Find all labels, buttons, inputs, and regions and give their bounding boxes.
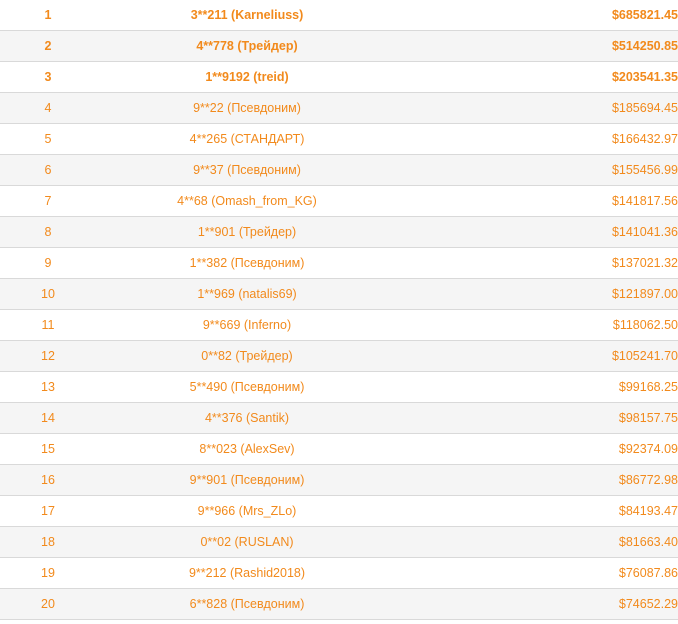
- rank-cell: 18: [0, 527, 96, 558]
- table-row: [0, 248, 678, 279]
- user-cell: 4**265 (СТАНДАРТ): [96, 124, 398, 155]
- amount-cell: $98157.75: [398, 403, 678, 434]
- rank-cell: 12: [0, 341, 96, 372]
- user-cell: 0**82 (Трейдер): [96, 341, 398, 372]
- user-cell: 4**68 (Omash_from_KG): [96, 186, 398, 217]
- amount-cell: $99168.25: [398, 372, 678, 403]
- user-cell: 0**02 (RUSLAN): [96, 527, 398, 558]
- user-cell: 1**9192 (treid): [96, 62, 398, 93]
- table-row: [0, 0, 678, 31]
- table-row: [0, 403, 678, 434]
- rank-cell: 17: [0, 496, 96, 527]
- rank-cell: 1: [0, 0, 96, 31]
- amount-cell: $141041.36: [398, 217, 678, 248]
- amount-cell: $84193.47: [398, 496, 678, 527]
- table-row: [0, 527, 678, 558]
- table-row: [0, 217, 678, 248]
- user-cell: 9**37 (Псевдоним): [96, 155, 398, 186]
- rank-cell: 14: [0, 403, 96, 434]
- table-row: [0, 434, 678, 465]
- rank-cell: 10: [0, 279, 96, 310]
- rank-cell: 15: [0, 434, 96, 465]
- user-cell: 5**490 (Псевдоним): [96, 372, 398, 403]
- table-row: [0, 341, 678, 372]
- amount-cell: $118062.50: [398, 310, 678, 341]
- user-cell: 9**669 (Inferno): [96, 310, 398, 341]
- amount-cell: $74652.29: [398, 589, 678, 620]
- amount-cell: $86772.98: [398, 465, 678, 496]
- table-row: [0, 124, 678, 155]
- user-cell: 9**901 (Псевдоним): [96, 465, 398, 496]
- rank-cell: 20: [0, 589, 96, 620]
- rank-cell: 5: [0, 124, 96, 155]
- table-row: [0, 186, 678, 217]
- table-row: [0, 558, 678, 589]
- amount-cell: $141817.56: [398, 186, 678, 217]
- user-cell: 9**966 (Mrs_ZLo): [96, 496, 398, 527]
- rank-cell: 4: [0, 93, 96, 124]
- user-cell: 9**22 (Псевдоним): [96, 93, 398, 124]
- table-row: [0, 62, 678, 93]
- user-cell: 3**211 (Karneliuss): [96, 0, 398, 31]
- user-cell: 1**901 (Трейдер): [96, 217, 398, 248]
- amount-cell: $155456.99: [398, 155, 678, 186]
- rank-cell: 13: [0, 372, 96, 403]
- amount-cell: $105241.70: [398, 341, 678, 372]
- user-cell: 1**969 (natalis69): [96, 279, 398, 310]
- table-row: [0, 465, 678, 496]
- user-cell: 6**828 (Псевдоним): [96, 589, 398, 620]
- table-row: [0, 496, 678, 527]
- user-cell: 9**212 (Rashid2018): [96, 558, 398, 589]
- amount-cell: $685821.45: [398, 0, 678, 31]
- rank-cell: 6: [0, 155, 96, 186]
- rank-cell: 7: [0, 186, 96, 217]
- rank-cell: 3: [0, 62, 96, 93]
- table-row: [0, 279, 678, 310]
- amount-cell: $76087.86: [398, 558, 678, 589]
- rank-cell: 8: [0, 217, 96, 248]
- rank-cell: 16: [0, 465, 96, 496]
- table-row: [0, 31, 678, 62]
- amount-cell: $81663.40: [398, 527, 678, 558]
- rank-cell: 2: [0, 31, 96, 62]
- table-row: [0, 155, 678, 186]
- amount-cell: $185694.45: [398, 93, 678, 124]
- table-row: [0, 372, 678, 403]
- table-row: [0, 589, 678, 620]
- amount-cell: $166432.97: [398, 124, 678, 155]
- user-cell: 4**376 (Santik): [96, 403, 398, 434]
- amount-cell: $92374.09: [398, 434, 678, 465]
- table-row: [0, 310, 678, 341]
- user-cell: 1**382 (Псевдоним): [96, 248, 398, 279]
- user-cell: 4**778 (Трейдер): [96, 31, 398, 62]
- table-row: [0, 93, 678, 124]
- amount-cell: $514250.85: [398, 31, 678, 62]
- rank-cell: 9: [0, 248, 96, 279]
- amount-cell: $121897.00: [398, 279, 678, 310]
- rank-cell: 19: [0, 558, 96, 589]
- user-cell: 8**023 (AlexSev): [96, 434, 398, 465]
- rank-cell: 11: [0, 310, 96, 341]
- amount-cell: $137021.32: [398, 248, 678, 279]
- amount-cell: $203541.35: [398, 62, 678, 93]
